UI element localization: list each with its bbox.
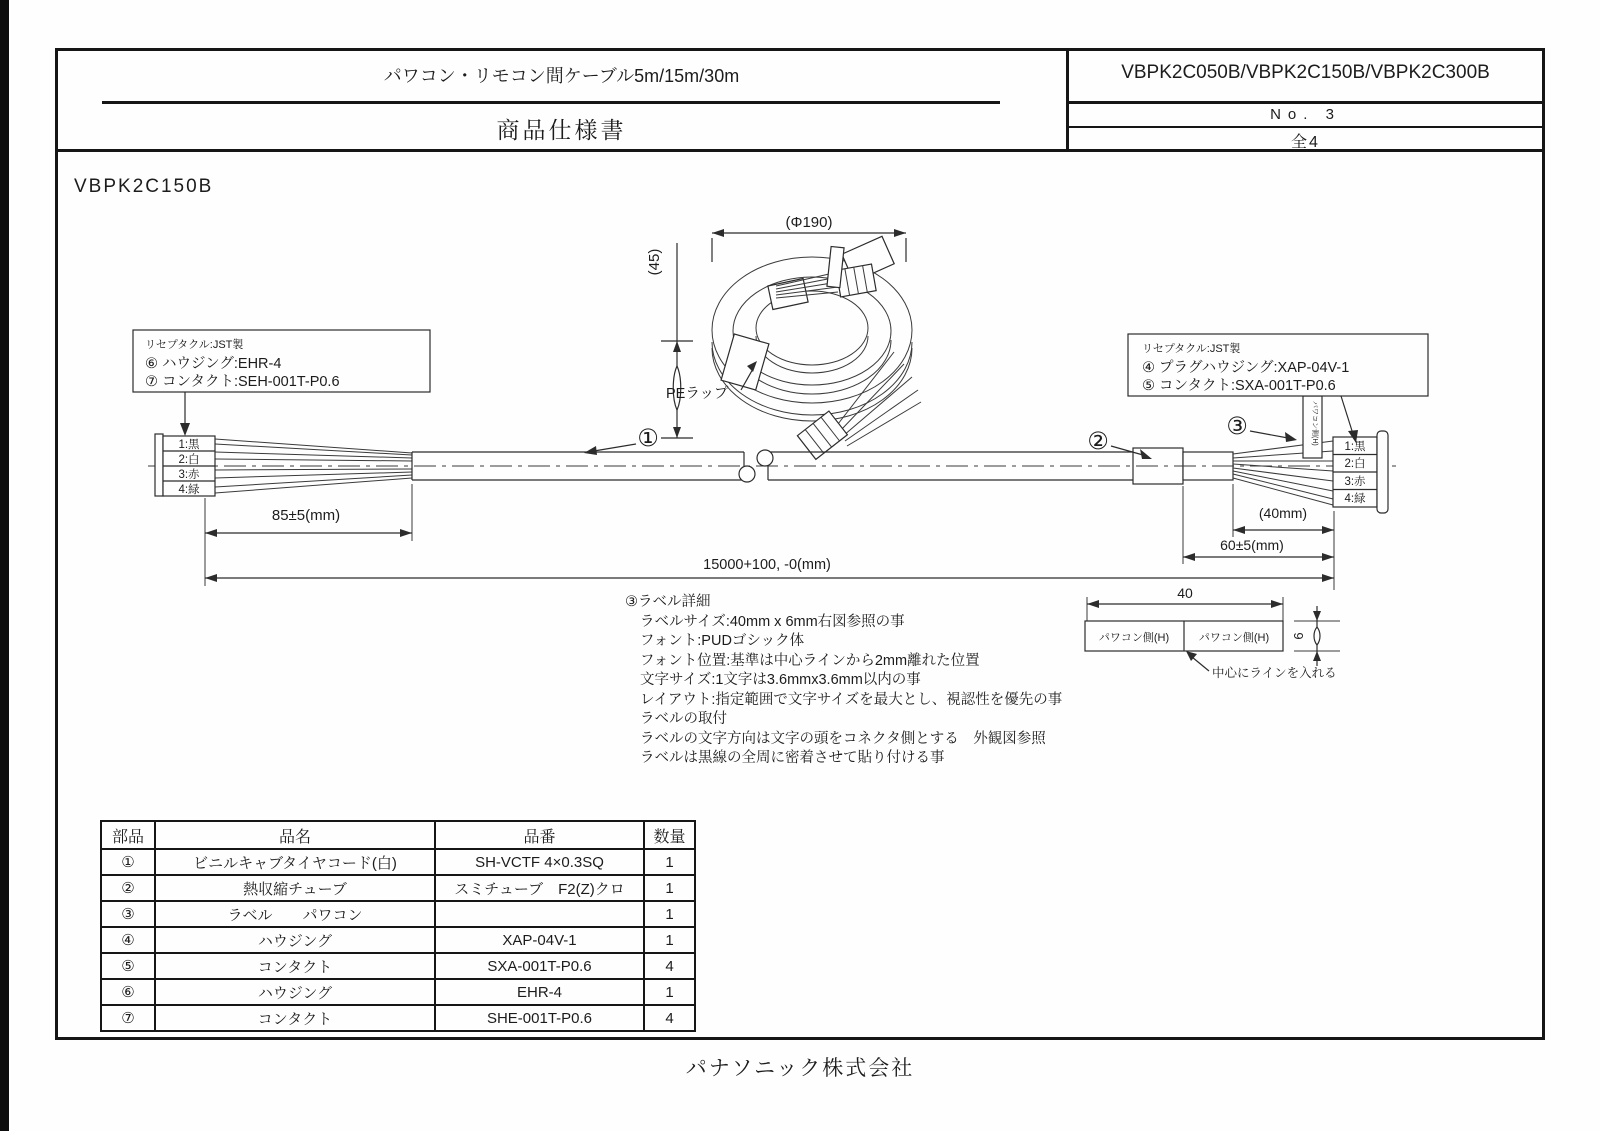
part-name: コンタクト xyxy=(155,1005,435,1031)
table-row xyxy=(101,979,695,1005)
svg-text:②: ② xyxy=(1087,428,1109,455)
balloon-3 xyxy=(1226,413,1297,442)
part-name: ハウジング xyxy=(155,979,435,1005)
svg-text:③: ③ xyxy=(1226,413,1248,440)
cable-label-tag-text: パワコン側(H) xyxy=(1311,401,1318,446)
parts-table-container xyxy=(100,820,696,1032)
table-row xyxy=(101,953,695,979)
connector-end-cap xyxy=(1377,431,1388,513)
label-cell-left: パワコン側(H) xyxy=(1098,632,1170,644)
wire-label: 2:白 xyxy=(178,454,200,466)
wire-label: 3:赤 xyxy=(178,469,200,481)
wire-label: 4:緑 xyxy=(178,484,200,496)
title-block-rule-2 xyxy=(1066,126,1545,128)
part-pn: XAP-04V-1 xyxy=(435,927,644,953)
page-total: 全4 xyxy=(1291,134,1320,151)
label-height-dim: 6 xyxy=(1291,632,1306,640)
part-no: ③ xyxy=(101,901,155,927)
label-note-line: 文字サイズ:1文字は3.6mmx3.6mm以内の事 xyxy=(640,672,921,688)
col-header-part: 部品 xyxy=(101,821,155,849)
wire-label: 4:緑 xyxy=(1344,493,1366,505)
left-callout-box xyxy=(133,330,430,436)
label-detail-drawing xyxy=(1085,585,1340,680)
dim-label-pos: (40mm) xyxy=(1258,505,1308,521)
part-name: ハウジング xyxy=(155,927,435,953)
label-cell-right: パワコン側(H) xyxy=(1198,632,1270,644)
pe-wrap-label: PEラップ xyxy=(666,386,729,402)
cable-dimensions xyxy=(205,484,1334,590)
dim-left-end: 85±5(mm) xyxy=(271,507,341,524)
label-note-line: フォント位置:基準は中心ラインから2mm離れた位置 xyxy=(640,652,980,669)
right-callout-box xyxy=(1128,334,1428,443)
part-name: コンタクト xyxy=(155,953,435,979)
part-qty: 1 xyxy=(644,849,695,875)
coil-bottom-connector xyxy=(797,352,921,459)
product-title: パワコン・リモコン間ケーブル5m/15m/30m xyxy=(383,66,740,86)
part-qty: 1 xyxy=(644,875,695,901)
label-note-title: ③ラベル詳細 xyxy=(625,594,711,610)
part-name: ラベル パワコン xyxy=(155,901,435,927)
cable-assembly xyxy=(148,396,1396,513)
part-pn: EHR-4 xyxy=(435,979,644,1005)
table-row xyxy=(101,901,695,927)
dim-tube: 60±5(mm) xyxy=(1220,537,1284,553)
coil-height-dimension xyxy=(646,243,693,438)
label-note-line: レイアウト:指定範囲で文字サイズを最大とし、視認性を優先の事 xyxy=(640,691,1063,708)
document-title: 商品仕様書 xyxy=(496,117,627,143)
left-callout-maker: リセプタクル:JST製 xyxy=(145,339,244,351)
label-note-line: ラベルの取付 xyxy=(640,711,727,727)
dim-overall: 15000+100, -0(mm) xyxy=(703,557,831,573)
part-pn: スミチューブ F2(Z)クロ xyxy=(435,875,644,901)
label-width-dim: 40 xyxy=(1177,585,1193,601)
part-no: ① xyxy=(101,849,155,875)
part-pn: SXA-001T-P0.6 xyxy=(435,953,644,979)
break-symbol xyxy=(739,466,755,482)
coil-figure xyxy=(646,214,921,459)
svg-text:①: ① xyxy=(637,425,659,452)
label-note-line: ラベルの文字方向は文字の頭をコネクタ側とする 外観図参照 xyxy=(640,730,1046,747)
right-callout-housing: ④ プラグハウジング:XAP-04V-1 xyxy=(1142,360,1350,376)
right-connector xyxy=(1333,431,1388,513)
part-name: ビニルキャブタイヤコード(白) xyxy=(155,849,435,875)
wire-label: 1:黒 xyxy=(1344,441,1366,453)
part-no: ⑤ xyxy=(101,953,155,979)
part-pn: SHE-001T-P0.6 xyxy=(435,1005,644,1031)
coil-diameter-dim-text: (Φ190) xyxy=(785,214,833,231)
part-no: ④ xyxy=(101,927,155,953)
left-callout-housing: ⑥ ハウジング:EHR-4 xyxy=(145,356,282,372)
parts-table-header-row xyxy=(101,821,695,849)
product-title-underline xyxy=(102,101,1000,104)
right-callout-contact: ⑤ コンタクト:SXA-001T-P0.6 xyxy=(1142,378,1336,394)
part-qty: 1 xyxy=(644,979,695,1005)
company-name: パナソニック株式会社 xyxy=(685,1057,915,1080)
col-header-pn: 品番 xyxy=(435,821,644,849)
model-numbers: VBPK2C050B/VBPK2C150B/VBPK2C300B xyxy=(1121,62,1490,83)
page-number: No. 3 xyxy=(1270,106,1341,123)
label-center-note: 中心にラインを入れる xyxy=(1212,666,1337,680)
right-callout-maker: リセプタクル:JST製 xyxy=(1142,343,1241,355)
cable-label-tag xyxy=(1303,396,1322,458)
label-spec-note xyxy=(625,593,1062,769)
table-row xyxy=(101,927,695,953)
part-no: ⑦ xyxy=(101,1005,155,1031)
part-no: ⑥ xyxy=(101,979,155,1005)
part-qty: 1 xyxy=(644,927,695,953)
label-note-line: フォント:PUDゴシック体 xyxy=(640,633,805,649)
col-header-name: 品名 xyxy=(155,821,435,849)
part-qty: 4 xyxy=(644,1005,695,1031)
balloon-2 xyxy=(1087,428,1152,459)
part-pn: SH-VCTF 4×0.3SQ xyxy=(435,849,644,875)
part-pn xyxy=(435,901,644,927)
part-name: 熱収縮チューブ xyxy=(155,875,435,901)
wire-label: 1:黒 xyxy=(178,439,200,451)
drawing-model-label: VBPK2C150B xyxy=(74,176,214,197)
part-qty: 1 xyxy=(644,901,695,927)
wire-label: 2:白 xyxy=(1344,458,1366,470)
title-block-rule-1 xyxy=(1066,101,1545,104)
table-row xyxy=(101,1005,695,1031)
label-note-line: ラベルは黒線の全周に密着させて貼り付ける事 xyxy=(640,750,945,766)
table-row xyxy=(101,849,695,875)
col-header-qty: 数量 xyxy=(644,821,695,849)
wire-label: 3:赤 xyxy=(1344,476,1366,488)
break-symbol xyxy=(757,450,773,466)
part-no: ② xyxy=(101,875,155,901)
label-note-line: ラベルサイズ:40mm x 6mm右図参照の事 xyxy=(640,613,905,630)
left-connector xyxy=(155,434,215,496)
balloon-1 xyxy=(584,425,659,455)
left-callout-contact: ⑦ コンタクト:SEH-001T-P0.6 xyxy=(145,374,340,390)
coil-height-dim-text: (45) xyxy=(646,248,663,276)
table-row xyxy=(101,875,695,901)
part-qty: 4 xyxy=(644,953,695,979)
parts-table xyxy=(100,820,696,1032)
